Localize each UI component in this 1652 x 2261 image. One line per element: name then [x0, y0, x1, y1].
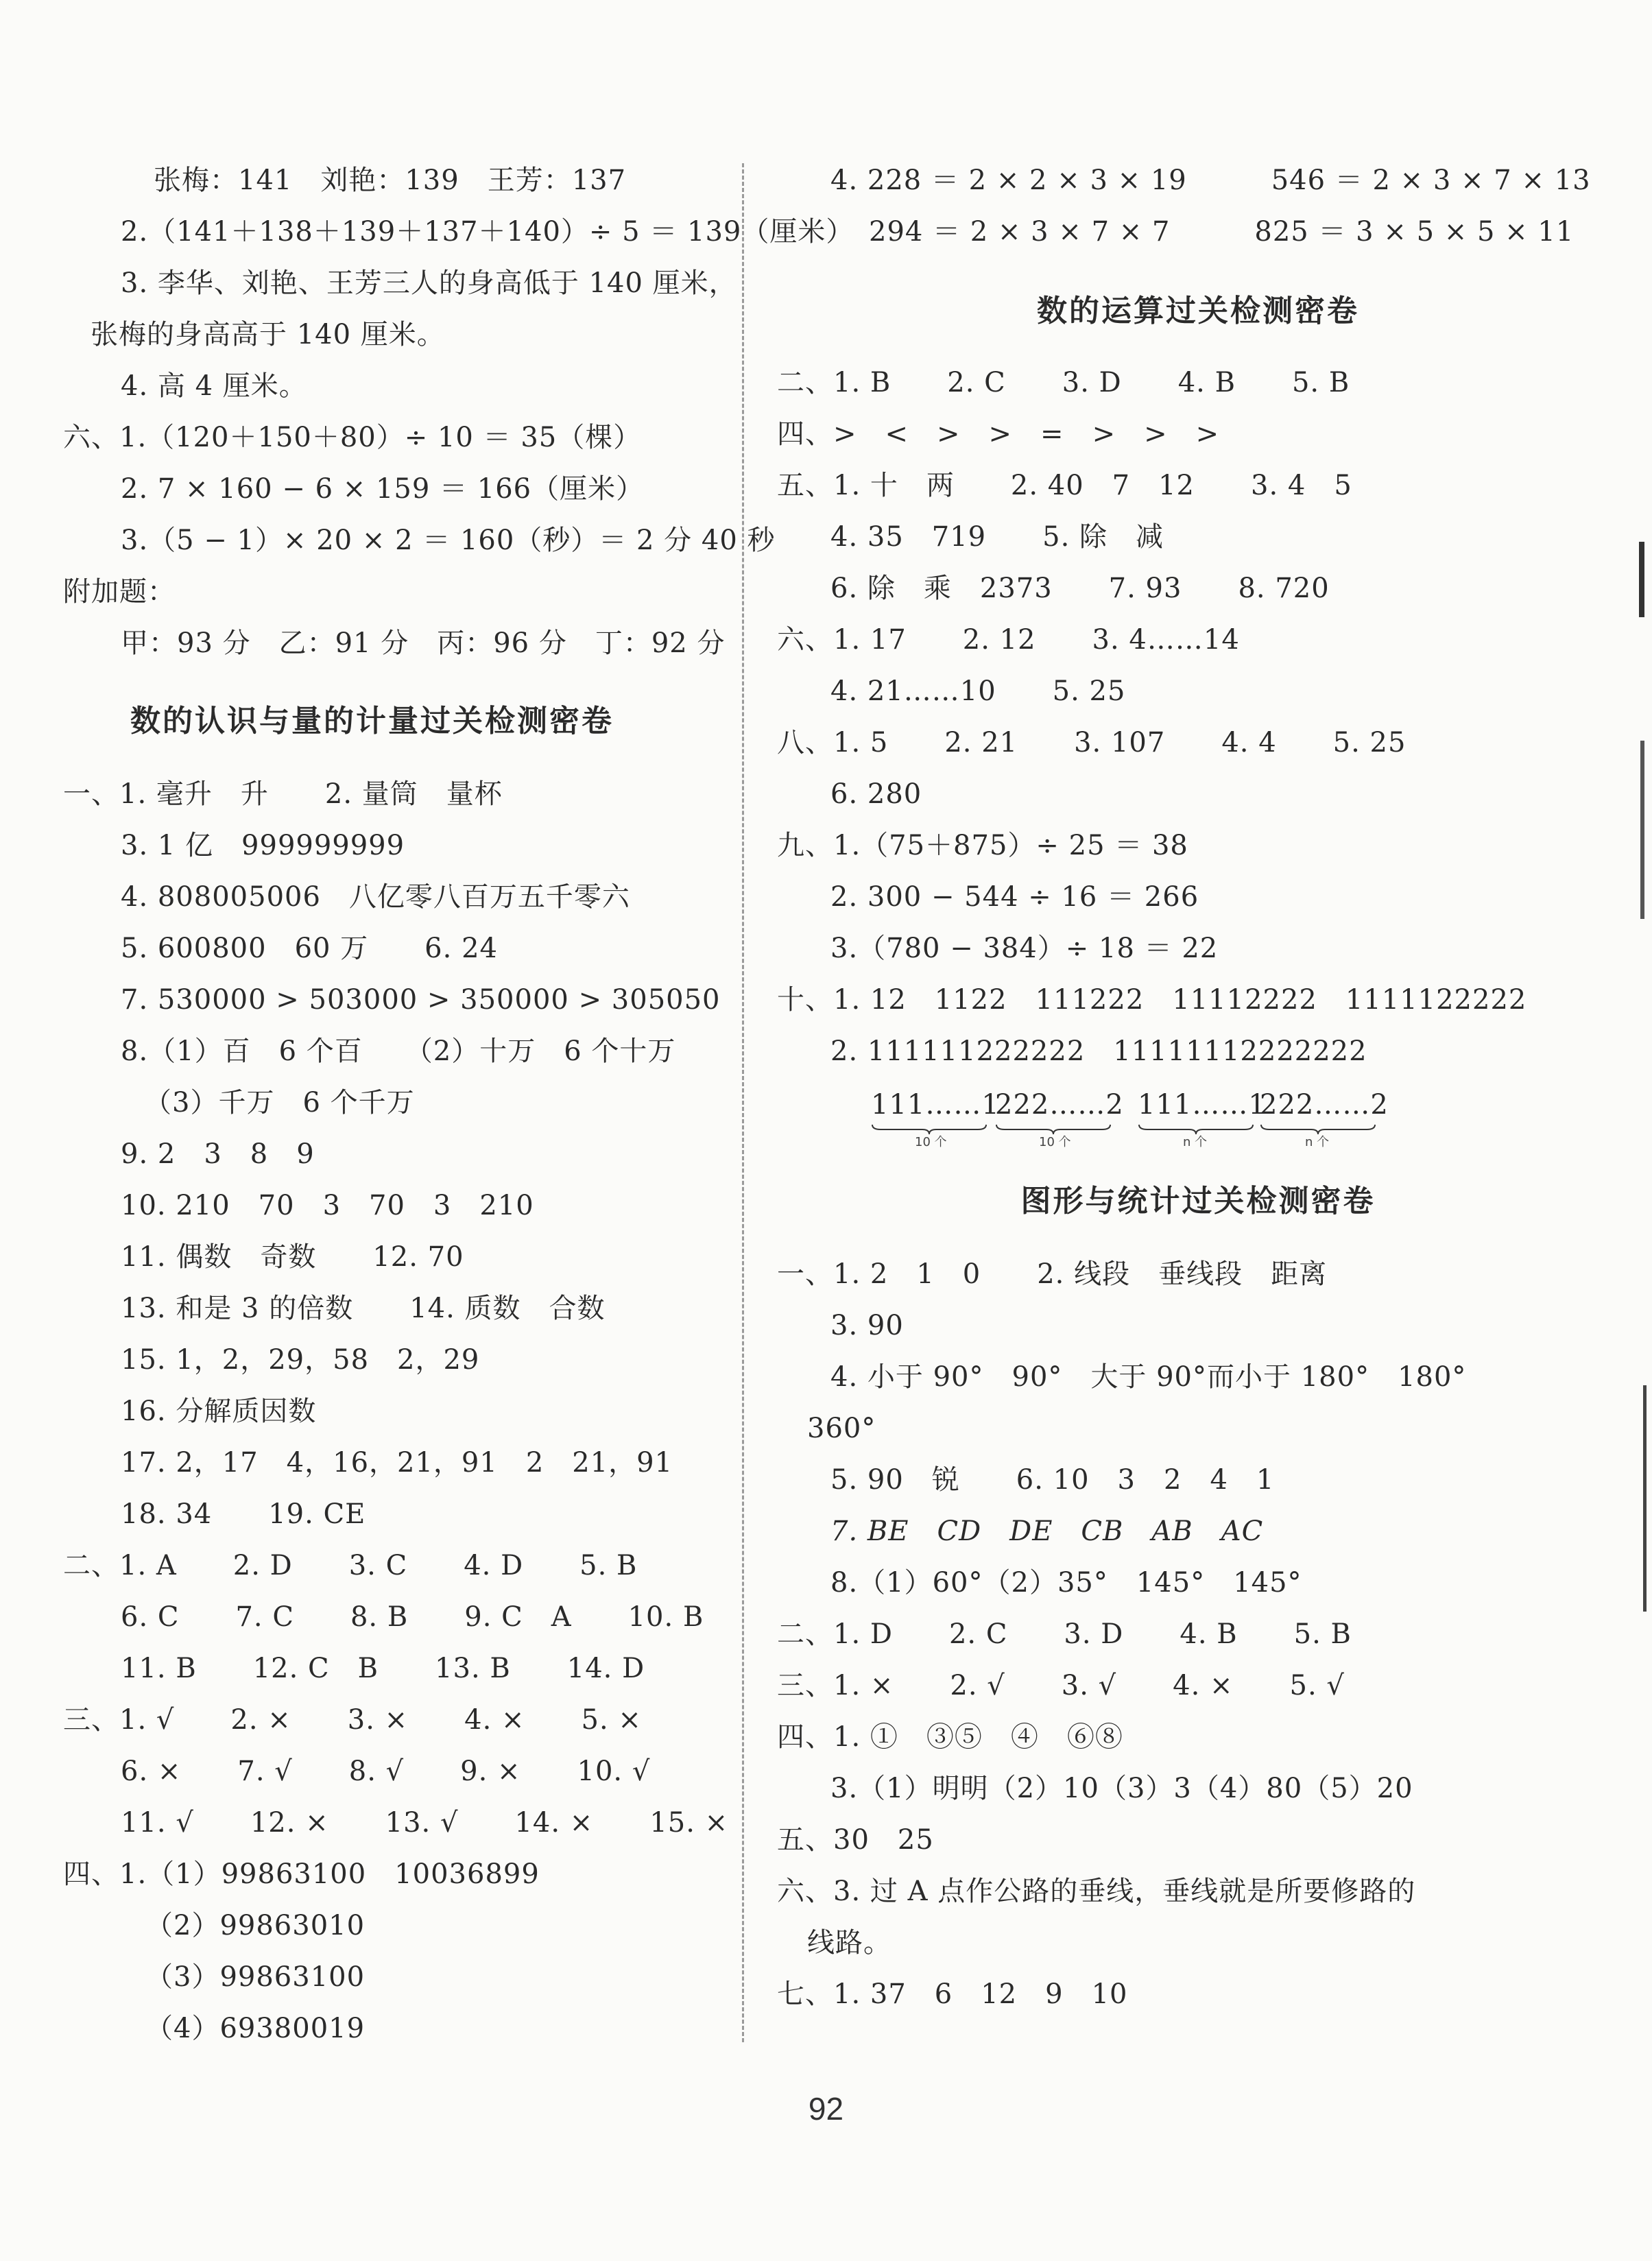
answer-line: 4. 高 4 厘米。	[121, 370, 307, 402]
answer-line: 11. 偶数 奇数 12. 70	[121, 1241, 464, 1273]
answer-line: 六、3. 过 A 点作公路的垂线，垂线就是所要修路的	[777, 1876, 1416, 1907]
answer-line: 2. 111111222222 11111112222222	[830, 1036, 1367, 1067]
brace-text: 222……2	[1260, 1089, 1389, 1121]
answer-line: （2）99863010	[145, 1910, 366, 1941]
answer-line: 线路。	[807, 1927, 891, 1959]
section-title: 数的认识与量的计量过关检测密卷	[130, 704, 614, 739]
answer-line: 5. 90 锐 6. 10 3 2 4 1	[830, 1464, 1275, 1496]
answer-line: 十、1. 12 1122 111222 11112222 1111122222	[777, 984, 1527, 1016]
column-divider	[742, 163, 744, 2042]
answer-line: 二、1. A 2. D 3. C 4. D 5. B	[63, 1550, 638, 1581]
answer-line: 6. 280	[830, 778, 922, 810]
scan-edge-mark	[1640, 741, 1644, 919]
answer-line: 2. 7 × 160 − 6 × 159 ＝ 166（厘米）	[121, 473, 645, 505]
answer-line: 四、1. ① ③⑤ ④ ⑥⑧	[777, 1721, 1123, 1753]
underbrace-icon	[871, 1123, 987, 1136]
answer-line: 4. 21……10 5. 25	[830, 675, 1126, 707]
answer-line: 3. 1 亿 999999999	[121, 830, 405, 861]
answer-line: 6. C 7. C 8. B 9. C A 10. B	[121, 1601, 704, 1633]
answer-line: （4）69380019	[145, 2013, 366, 2044]
answer-line: 4. 小于 90° 90° 大于 90°而小于 180° 180°	[830, 1361, 1467, 1393]
answer-line: 五、30 25	[777, 1824, 934, 1856]
answer-line: 13. 和是 3 的倍数 14. 质数 合数	[121, 1293, 606, 1324]
answer-line: 二、1. B 2. C 3. D 4. B 5. B	[777, 367, 1350, 398]
answer-line: 2.（141＋138＋139＋137＋140）÷ 5 ＝ 139（厘米）	[121, 216, 854, 248]
answer-line: 3.（780 − 384）÷ 18 ＝ 22	[830, 933, 1219, 964]
answer-line: 六、1. 17 2. 12 3. 4……14	[777, 624, 1240, 656]
answer-line: 11. B 12. C B 13. B 14. D	[121, 1653, 645, 1684]
brace-group	[995, 1086, 1124, 1149]
answer-line: 八、1. 5 2. 21 3. 107 4. 4 5. 25	[777, 727, 1406, 758]
brace-label: 10 个	[915, 1135, 947, 1149]
answer-line: 5. 600800 60 万 6. 24	[121, 933, 498, 964]
section-title: 图形与统计过关检测密卷	[1020, 1184, 1376, 1219]
brace-group	[1138, 1086, 1267, 1149]
answer-line: 一、1. 毫升 升 2. 量筒 量杯	[63, 778, 503, 810]
answer-line: 4. 228 ＝ 2 × 2 × 3 × 19 546 ＝ 2 × 3 × 7 × 13	[830, 165, 1591, 196]
underbrace-icon	[1260, 1123, 1376, 1136]
answer-line: 四、> < > > = > > >	[777, 418, 1220, 450]
brace-group	[871, 1086, 1000, 1149]
answer-line: 五、1. 十 两 2. 40 7 12 3. 4 5	[777, 470, 1352, 501]
brace-text: 111……1	[871, 1089, 1000, 1121]
answer-line: 三、1. × 2. √ 3. √ 4. × 5. √	[777, 1670, 1345, 1701]
answer-line: 11. √ 12. × 13. √ 14. × 15. ×	[121, 1807, 729, 1839]
answer-line: 7. BE CD DE CB AB AC	[830, 1516, 1264, 1547]
brace-group	[1260, 1086, 1389, 1149]
answer-line: 二、1. D 2. C 3. D 4. B 5. B	[777, 1618, 1352, 1650]
answer-line: 18. 34 19. CE	[121, 1498, 366, 1530]
answer-line: 3.（5 − 1）× 20 × 2 ＝ 160（秒）＝ 2 分 40 秒	[121, 525, 776, 556]
answer-line: （3）千万 6 个千万	[144, 1087, 415, 1118]
answer-line: 一、1. 2 1 0 2. 线段 垂线段 距离	[777, 1258, 1328, 1290]
answer-line: 360°	[807, 1413, 876, 1444]
answer-line: 六、1.（120＋150＋80）÷ 10 ＝ 35（棵）	[63, 422, 642, 453]
answer-line: 10. 210 70 3 70 3 210	[121, 1190, 534, 1221]
underbrace-icon	[995, 1123, 1112, 1136]
answer-line: 张梅：141 刘艳：139 王芳：137	[154, 165, 627, 196]
answer-line: 16. 分解质因数	[121, 1396, 317, 1427]
brace-text: 111……1	[1138, 1089, 1267, 1121]
answer-line: 9. 2 3 8 9	[121, 1138, 315, 1170]
answer-line: 七、1. 37 6 12 9 10	[777, 1978, 1128, 2010]
answer-line: 3. 90	[830, 1310, 904, 1341]
answer-line: 甲：93 分 乙：91 分 丙：96 分 丁：92 分	[121, 627, 726, 659]
answer-line: 张梅的身高高于 140 厘米。	[91, 319, 445, 350]
answer-line: 3. 李华、刘艳、王芳三人的身高低于 140 厘米，	[121, 267, 737, 299]
answer-line: 6. × 7. √ 8. √ 9. × 10. √	[121, 1756, 651, 1787]
brace-text: 222……2	[995, 1089, 1124, 1121]
answer-line: 4. 35 719 5. 除 减	[830, 521, 1164, 553]
answer-line: 8.（1）百 6 个百 （2）十万 6 个十万	[121, 1036, 676, 1067]
answer-line: 294 ＝ 2 × 3 × 7 × 7 825 ＝ 3 × 5 × 5 × 11	[869, 216, 1575, 248]
answer-line: （3）99863100	[145, 1961, 366, 1993]
scan-edge-mark	[1639, 542, 1644, 617]
answer-line: 4. 808005006 八亿零八百万五千零六	[121, 881, 630, 913]
page-number: 92	[808, 2091, 844, 2127]
answer-line: 17. 2，17 4，16，21，91 2 21，91	[121, 1447, 673, 1479]
answer-line: 四、1.（1）99863100 10036899	[63, 1858, 540, 1890]
answer-line: 九、1.（75＋875）÷ 25 ＝ 38	[777, 830, 1188, 861]
brace-label: n 个	[1183, 1135, 1208, 1149]
scan-edge-mark	[1643, 1385, 1647, 1612]
answer-line: 三、1. √ 2. × 3. × 4. × 5. ×	[63, 1704, 642, 1736]
answer-line: 8.（1）60°（2）35° 145° 145°	[830, 1567, 1302, 1599]
answer-line: 附加题：	[63, 576, 176, 608]
underbrace-icon	[1138, 1123, 1254, 1136]
answer-line: 6. 除 乘 2373 7. 93 8. 720	[830, 573, 1330, 604]
answer-line: 7. 530000 > 503000 > 350000 > 305050	[121, 984, 721, 1016]
brace-label: 10 个	[1039, 1135, 1071, 1149]
answer-line: 3.（1）明明（2）10（3）3（4）80（5）20	[830, 1773, 1413, 1804]
brace-label: n 个	[1305, 1135, 1330, 1149]
answer-line: 15. 1，2，29，58 2，29	[121, 1344, 480, 1376]
section-title: 数的运算过关检测密卷	[1037, 294, 1359, 328]
answer-line: 2. 300 − 544 ÷ 16 ＝ 266	[830, 881, 1199, 913]
